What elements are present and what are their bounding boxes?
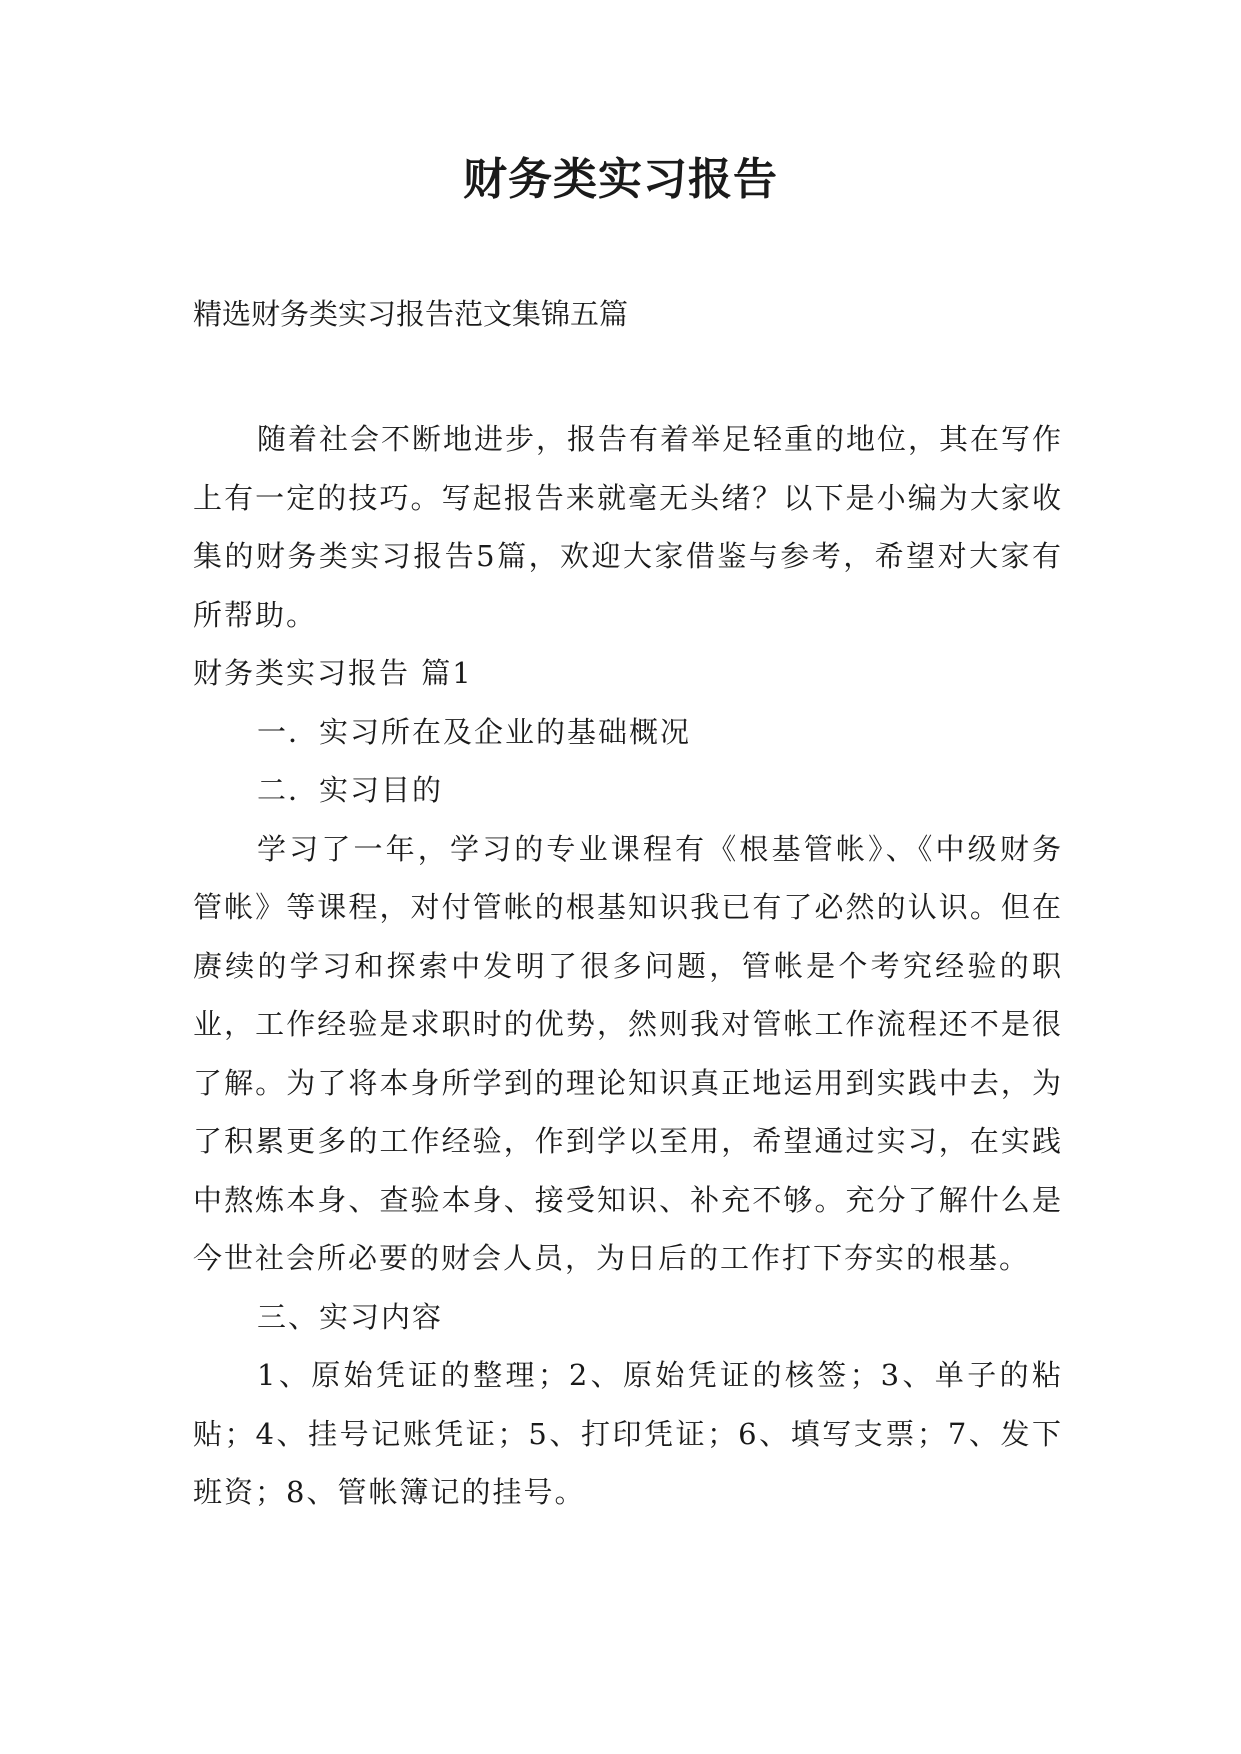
- document-body: [193, 410, 1063, 1522]
- body-paragraph: 学习了一年，学习的专业课程有《根基管帐》、《中级财务管帐》等课程，对付管帐的根基知识我已有了必然的认识。但在赓续的学习和探索中发明了很多问题，管帐是个考究经验的职业，工作经验是求职时的优势，然则我对管帐工作流程还不是很了解。为了将本身所学到的理论知识真正地运用到实践中去，为了积累更多的工作经验，作到学以至用，希望通过实习，在实践中熬炼本身、查验本身、接受知识、补充不够。充分了解什么是今世社会所必要的财会人员，为日后的工作打下夯实的根基。: [193, 831, 1063, 1275]
- document-title: 财务类实习报告: [463, 154, 778, 205]
- body-paragraph: 三、实习内容: [257, 1299, 444, 1334]
- body-paragraph: 财务类实习报告 篇1: [193, 656, 473, 690]
- body-paragraph: 随着社会不断地进步，报告有着举足轻重的地位，其在写作上有一定的技巧。写起报告来就毫无头绪？以下是小编为大家收集的财务类实习报告5篇，欢迎大家借鉴与参考，希望对大家有所帮助。: [193, 422, 1064, 632]
- body-paragraph: 1、原始凭证的整理；2、原始凭证的核签；3、单子的粘贴；4、挂号记账凭证；5、打印凭证；6、填写支票；7、发下班资；8、管帐簿记的挂号。: [193, 1358, 1063, 1509]
- body-paragraph: 二．实习目的: [257, 773, 444, 807]
- body-paragraph: 一．实习所在及企业的基础概况: [257, 714, 692, 749]
- document-subtitle: 精选财务类实习报告范文集锦五篇: [193, 297, 629, 331]
